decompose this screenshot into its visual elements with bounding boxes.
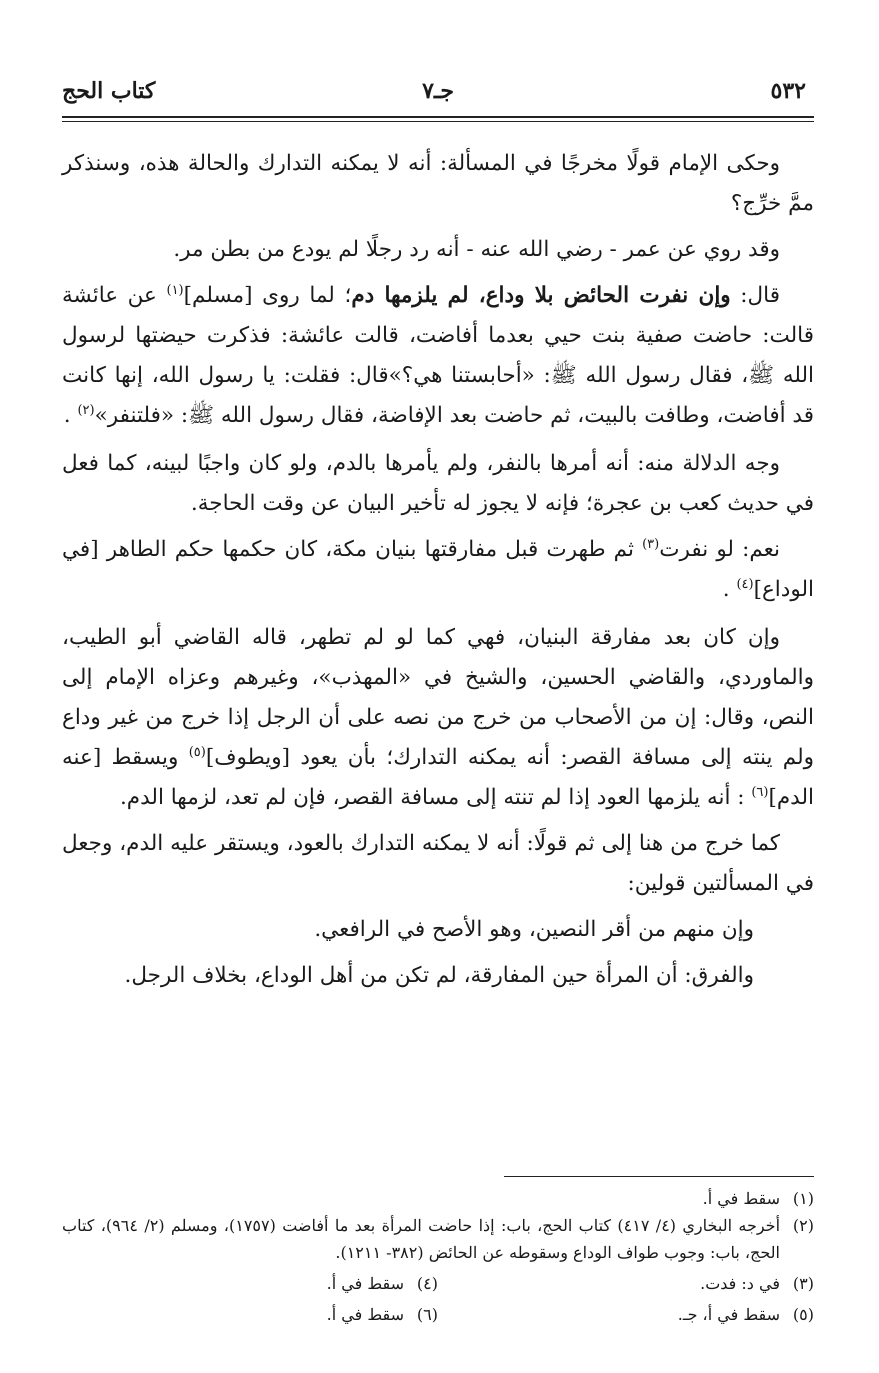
paragraph bbox=[62, 618, 814, 818]
footnote-separator bbox=[504, 1176, 814, 1177]
footnote-row bbox=[62, 1301, 814, 1328]
footnote-number: (٦) bbox=[416, 1305, 438, 1324]
paragraph bbox=[62, 444, 814, 524]
footnote bbox=[438, 1301, 814, 1328]
footnote bbox=[62, 1270, 438, 1297]
footnote-number: (١) bbox=[792, 1189, 814, 1208]
footnote-number: (٥) bbox=[792, 1305, 814, 1324]
paragraph bbox=[62, 956, 814, 996]
paragraph-text: كما خرج من هنا إلى ثم قولًا: أنه لا يمكنه التدارك بالعود، ويستقر عليه الدم، وجعل في المسألتين قولين: bbox=[62, 831, 814, 896]
footnote-marker: (١) bbox=[166, 282, 184, 298]
footnotes bbox=[62, 1185, 814, 1328]
paragraph-text: وإن كان بعد مفارقة البنيان، فهي كما لو لم تطهر، قاله القاضي أبو الطيب، والماوردي، والقاضي الحسين، والشيخ في «المهذب»، وغيرهم وعزاه الإمام إلى النص، وقال: إن من الأصحاب من خرج من نصه على أن الرجل إذا خرج من غير وداع ولم ينته إلى مسافة القصر: أنه يمكنه التدارك؛ بأن يعود [ويطوف] bbox=[62, 625, 815, 770]
footnote-text: في د: فدت. bbox=[700, 1274, 780, 1293]
footnote bbox=[62, 1212, 814, 1266]
footnote-number: (٣) bbox=[792, 1274, 814, 1293]
footnote-marker: (٦) bbox=[751, 784, 769, 800]
footnote bbox=[62, 1301, 438, 1328]
page-number: ٥٣٢ bbox=[770, 78, 806, 104]
paragraph bbox=[62, 144, 814, 224]
footnote-text: سقط في أ. bbox=[702, 1189, 780, 1208]
matn-bold-text: وإن نفرت الحائض بلا وداع، لم يلزمها دم bbox=[351, 283, 731, 308]
paragraph bbox=[62, 276, 814, 436]
footnote bbox=[62, 1185, 814, 1212]
footnote-text: سقط في أ. bbox=[326, 1274, 404, 1293]
paragraph bbox=[62, 530, 814, 610]
paragraph-text: وإن منهم من أقر النصين، وهو الأصح في الرافعي. bbox=[314, 917, 754, 942]
paragraph-text: نعم: لو نفرت bbox=[659, 537, 781, 562]
footnote-marker: (٤) bbox=[736, 576, 754, 592]
main-text bbox=[62, 144, 814, 996]
book-title: كتاب الحج bbox=[62, 78, 156, 104]
footnote-number: (٤) bbox=[416, 1274, 438, 1293]
running-header bbox=[62, 78, 814, 112]
paragraph-text: ويسقط [عنه الدم] bbox=[62, 745, 814, 810]
footnote-marker: (٣) bbox=[642, 536, 660, 552]
footnote-marker: (٢) bbox=[77, 402, 95, 418]
footnote-text: سقط في أ. bbox=[326, 1305, 404, 1324]
paragraph-text: ؛ لما روى [مسلم] bbox=[183, 283, 352, 308]
paragraph-text: ثم طهرت قبل مفارقتها بنيان مكة، كان حكمها حكم الطاهر [في الوداع] bbox=[62, 537, 814, 602]
footnote-row bbox=[62, 1270, 814, 1297]
footnote-text: أخرجه البخاري (٤/ ٤١٧) كتاب الحج، باب: إذا حاضت المرأة بعد ما أفاضت (١٧٥٧)، ومسلم (٢/ ٩٦٤)، كتاب الحج، باب: وجوب طواف الوداع وسقوطه عن الحائض (٣٨٢- ١٢١١). bbox=[62, 1216, 781, 1262]
page-content bbox=[62, 78, 815, 1324]
footnote-number: (٢) bbox=[792, 1216, 814, 1235]
paragraph-text: والفرق: أن المرأة حين المفارقة، لم تكن من أهل الوداع، بخلاف الرجل. bbox=[124, 963, 754, 988]
paragraph-text: . bbox=[63, 403, 78, 428]
paragraph bbox=[62, 910, 814, 950]
paragraph-text: . bbox=[722, 577, 737, 602]
volume-label: جـ٧ bbox=[422, 78, 454, 104]
paragraph-text: وحكى الإمام قولًا مخرجًا في المسألة: أنه لا يمكنه التدارك والحالة هذه، وسنذكر ممَّ خرِّج؟ bbox=[62, 151, 814, 216]
paragraph bbox=[62, 230, 814, 270]
paragraph-text: وقد روي عن عمر - رضي الله عنه - أنه رد رجلًا لم يودع من بطن مر. bbox=[173, 237, 780, 262]
footnote-marker: (٥) bbox=[188, 744, 206, 760]
paragraph bbox=[62, 824, 814, 904]
paragraph-text: قال: bbox=[730, 283, 781, 308]
paragraph-text: عن عائشة قالت: حاضت صفية بنت حيي بعدما أفاضت، قالت عائشة: فذكرت حيضتها لرسول الله ﷺ، فقال رسول الله ﷺ: «أحابستنا هي؟»قال: فقلت: يا رسول الله، إنها كانت قد أفاضت، وطافت بالبيت، ثم حاضت بعد الإفاضة، فقال رسول الله ﷺ: «فلتنفر» bbox=[62, 283, 814, 428]
header-rule bbox=[62, 116, 814, 122]
paragraph-text: وجه الدلالة منه: أنه أمرها بالنفر، ولم يأمرها بالدم، ولو كان واجبًا لبينه، كما فعل في حديث كعب بن عجرة؛ فإنه لا يجوز له تأخير البيان عن وقت الحاجة. bbox=[62, 451, 814, 516]
footnote bbox=[438, 1270, 814, 1297]
footnote-text: سقط في أ، جـ. bbox=[677, 1305, 780, 1324]
paragraph-text: : أنه يلزمها العود إذا لم تنته إلى مسافة القصر، فإن لم تعد، لزمها الدم. bbox=[119, 785, 752, 810]
